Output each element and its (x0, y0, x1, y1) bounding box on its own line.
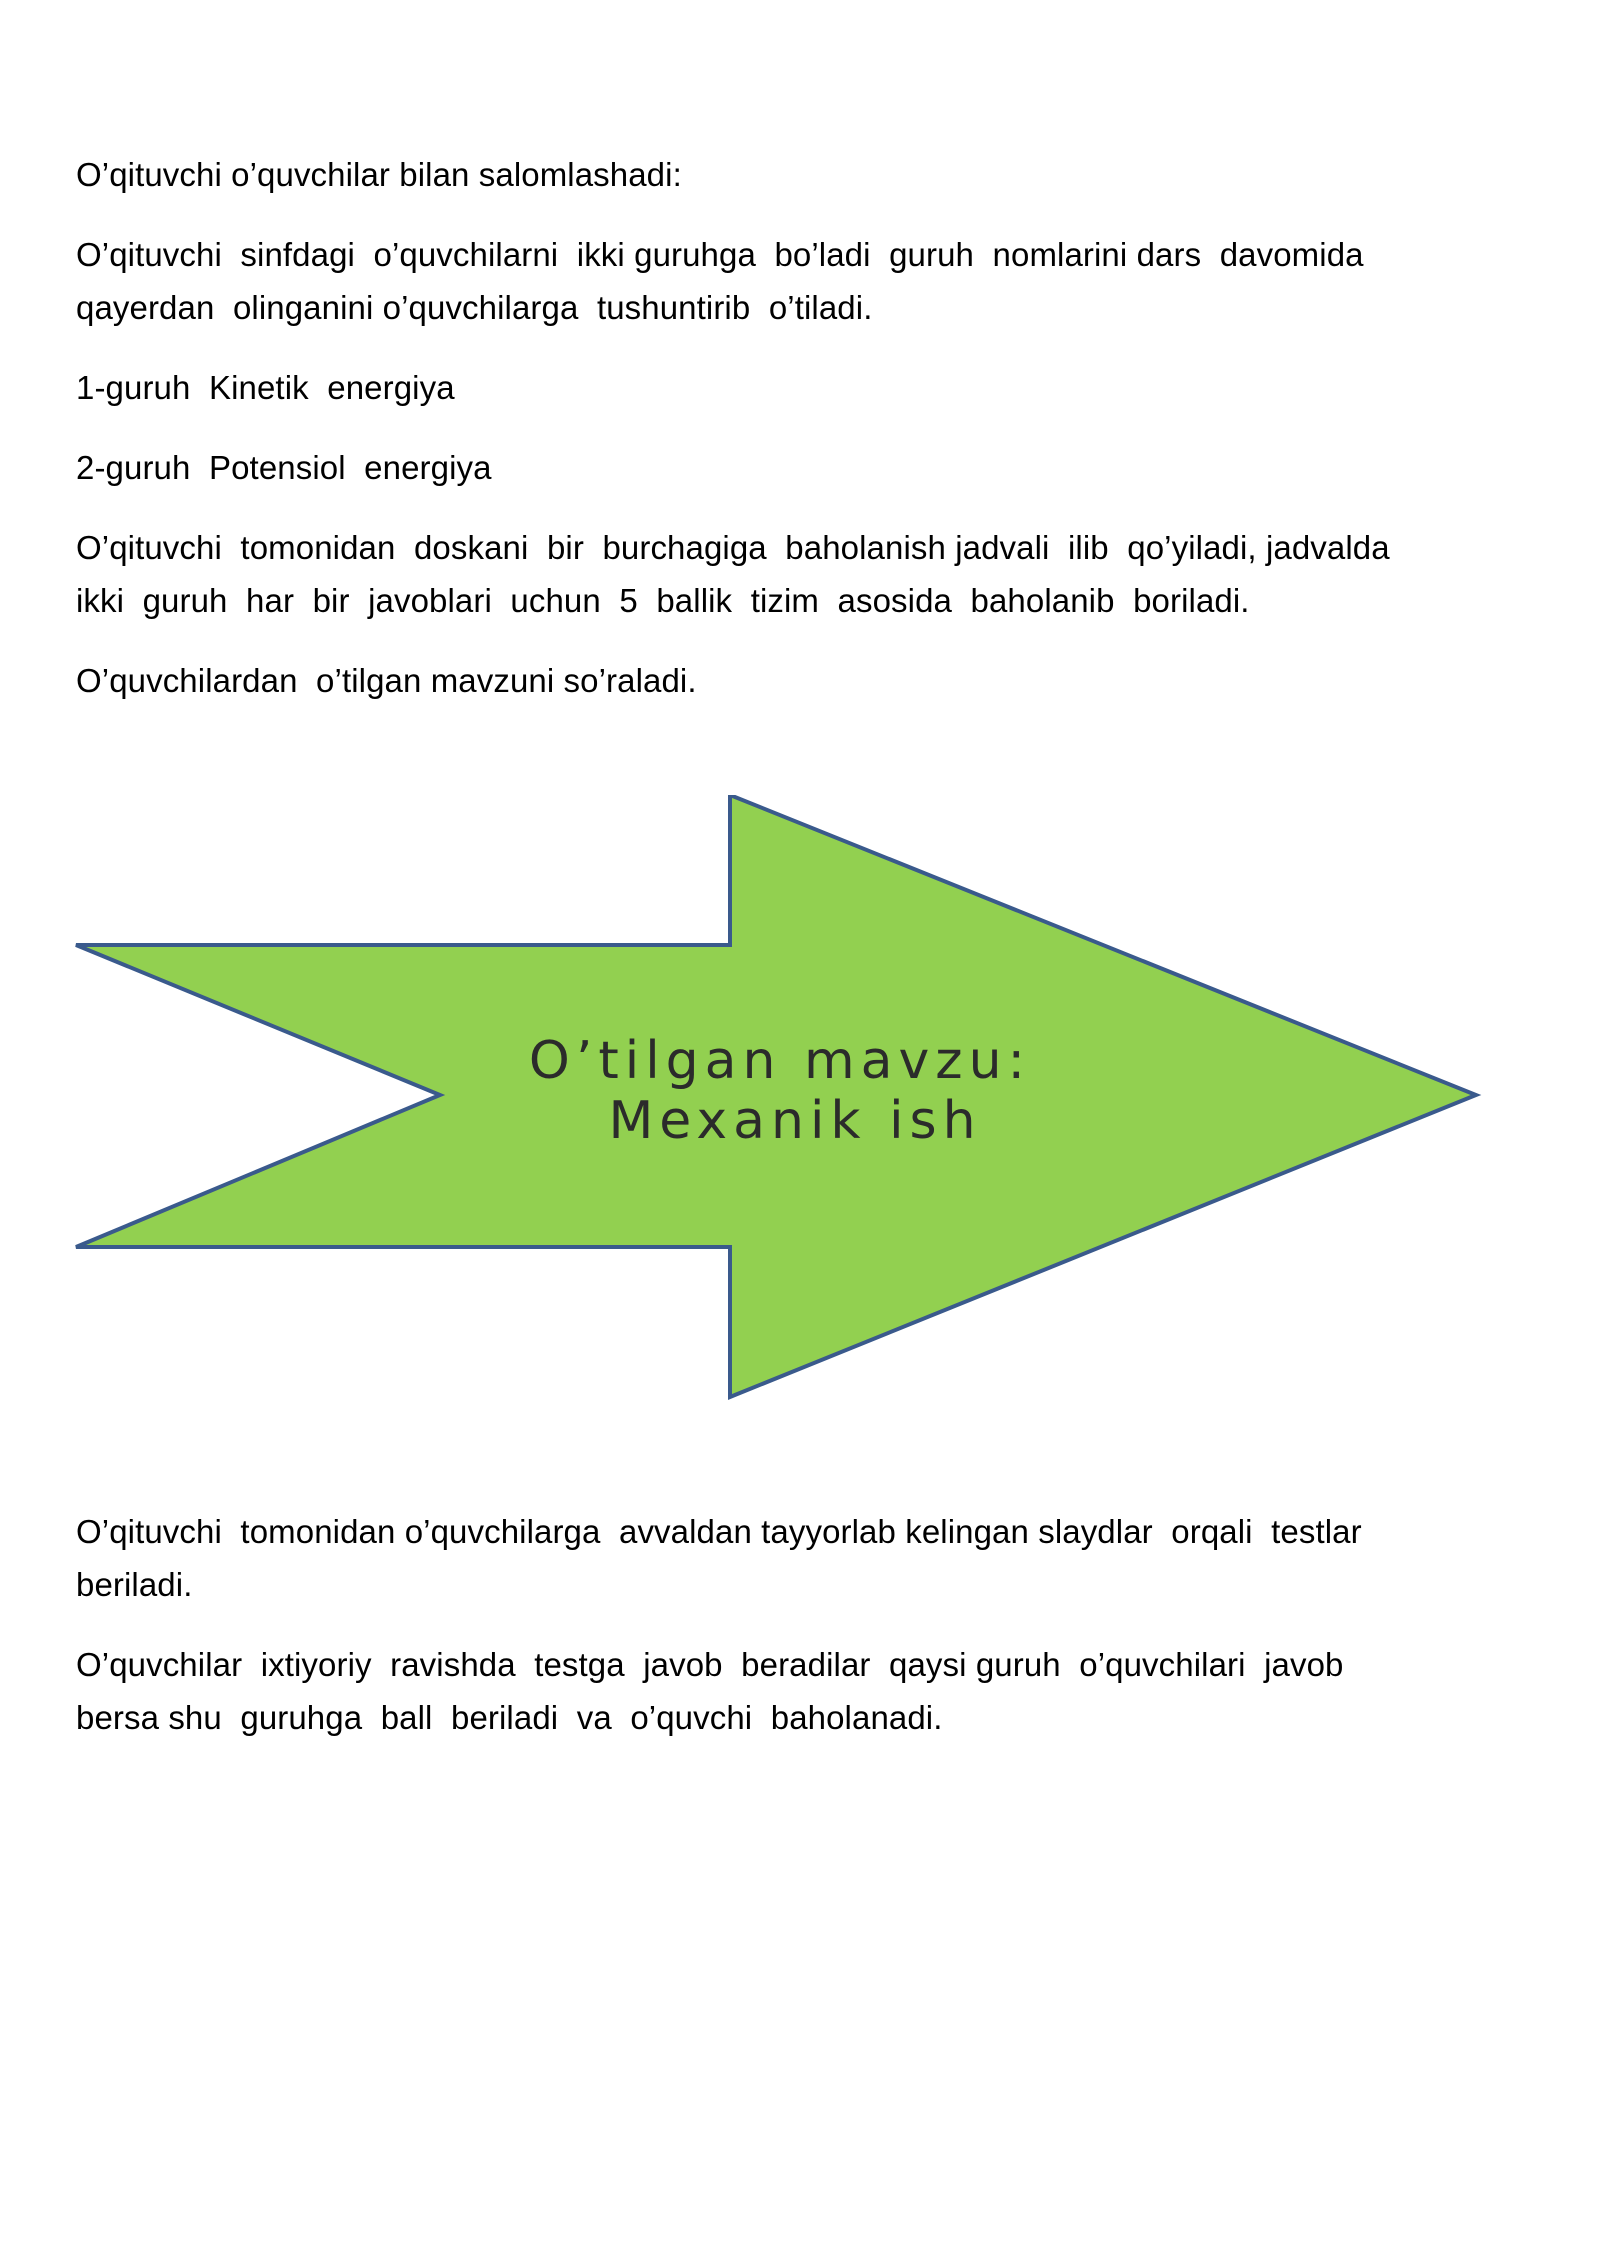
paragraph-grading (76, 521, 1456, 627)
paragraph-answers (76, 1638, 1456, 1744)
paragraph-line: O’quvchilardan o’tilgan mavzuni so’raladi. (76, 662, 697, 699)
arrow-title-line-2: Mexanik ish (608, 1091, 982, 1151)
arrow-shape (70, 795, 1500, 1425)
paragraph-line: 1-guruh Kinetik energiya (76, 369, 455, 406)
paragraph-line: O’qituvchi o’quvchilar bilan salomlashadi: (76, 156, 682, 193)
paragraph-groups (76, 228, 1456, 334)
paragraph-review (76, 654, 1456, 707)
paragraph-line: O’quvchilar ixtiyoriy ravishda testga javob beradilar qaysi guruh o’quvchilari javob (76, 1646, 1344, 1683)
paragraph-slides (76, 1505, 1456, 1611)
paragraph-line: O’qituvchi tomonidan doskani bir burchagiga baholanish jadvali ilib qo’yiladi, jadvalda (76, 529, 1390, 566)
bottom-paragraphs (76, 1505, 1456, 1771)
paragraph-greeting (76, 148, 1456, 201)
paragraph-line: 2-guruh Potensiol energiya (76, 449, 492, 486)
paragraph-line: O’qituvchi tomonidan o’quvchilarga avvaldan tayyorlab kelingan slaydlar orqali testlar (76, 1513, 1362, 1550)
paragraph-line: bersa shu guruhga ball beriladi va o’quvchi baholanadi. (76, 1699, 943, 1736)
paragraph-line: O’qituvchi sinfdagi o’quvchilarni ikki guruhga bo’ladi guruh nomlarini dars davomida (76, 236, 1364, 273)
paragraph-line: qayerdan olinganini o’quvchilarga tushuntirib o’tiladi. (76, 289, 873, 326)
paragraph-group-1 (76, 361, 1456, 414)
arrow-title-line-1: O’tilgan mavzu: (528, 1031, 1032, 1091)
topic-arrow (70, 795, 1500, 1425)
paragraph-line: beriladi. (76, 1566, 193, 1603)
paragraph-line: ikki guruh har bir javoblari uchun 5 ballik tizim asosida baholanib boriladi. (76, 582, 1250, 619)
top-paragraphs (76, 148, 1456, 734)
paragraph-group-2 (76, 441, 1456, 494)
